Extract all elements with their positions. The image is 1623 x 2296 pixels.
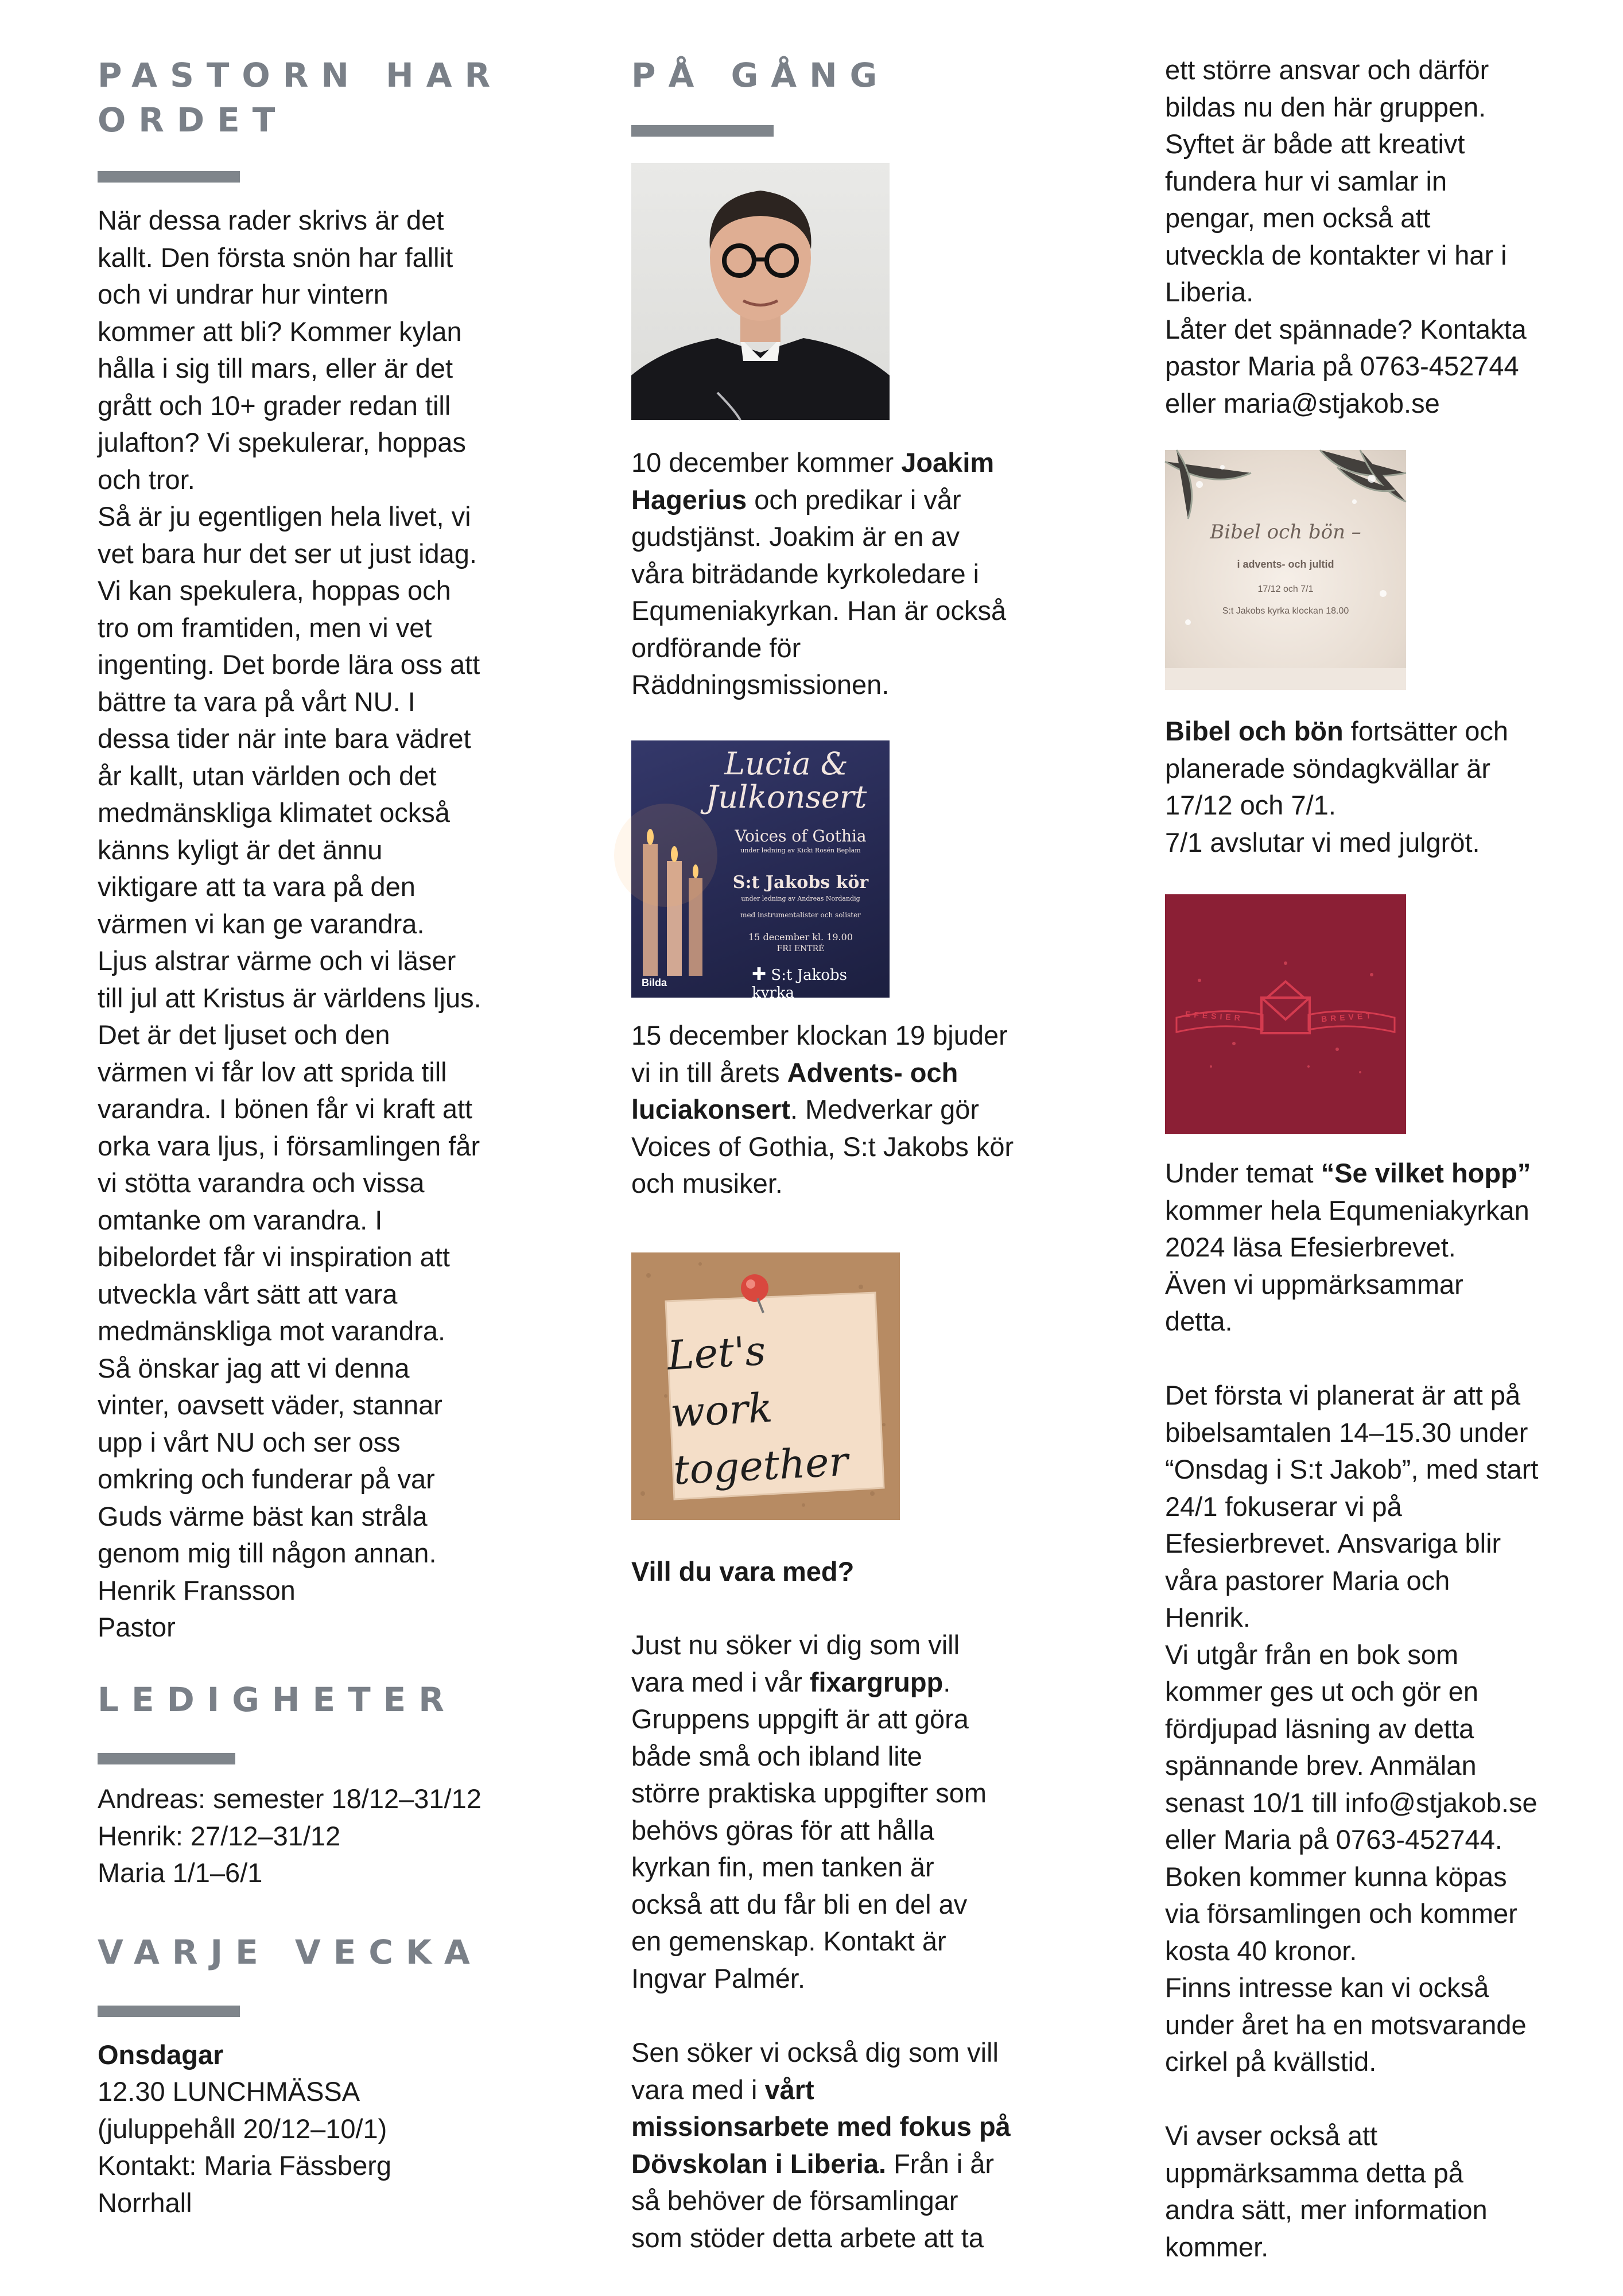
heading-underline xyxy=(98,2006,240,2017)
pastor-article-text: När dessa rader skrivs är det kallt. Den första snön har fallit och vi undrar hur vintern kommer att bli? Kommer kylan hålla i sig till mars, eller är det grått och 10+ grader redan till julafton? Vi spekulerar, hoppas och tror. Så är ju egentligen hela livet, vi vet bara hur det ser ut just idag. Vi kan spekulera, hoppas och tro om framtiden, men vi vet ingenting. Det borde lära oss att bättre ta vara på vårt NU. I dessa tider när inte bara vädret år kallt, utan världen och det medmänskliga klimatet också känns kyligt är det ännu viktigare att ta vara på den värmen vi kan ge varandra. Ljus alstrar värme och vi läser till jul att Kristus är världens ljus. Det är det ljuset och den värmen vi får lov att sprida till varandra. I bönen får vi kraft att orka vara ljus, i församlingen får vi stötta varandra och vissa omtanke om varandra. I bibelordet får vi inspiration att utveckla vårt sätt att vara medmänskliga mot varandra. Så önskar jag att vi denna vinter, oavsett väder, stannar upp i vårt NU och ser oss omkring och funderar på var Guds värme bäst kan stråla genom mig till någon annan. Henrik Fransson Pastor xyxy=(98,205,482,1642)
concert-text-post: . Medverkar gör Voices of Gothia, S:t Jakobs kör och musiker. xyxy=(631,1094,1014,1199)
portrait-photo xyxy=(631,163,890,420)
poster-church-logo xyxy=(752,964,890,1007)
mission-continued-text: ett större ansvar och därför bildas nu den här gruppen. Syftet är både att kreativt fundera hur vi samlar in pengar, men också att utveckla de kontakter vi har i Liberia. Låter det spännade? Kontakta pastor Maria på 0763-452744 eller maria@stjakob.se xyxy=(1165,55,1527,418)
bibel-och-bon-text: fortsätter och planerade söndagkvällar är 17/12 och 7/1. 7/1 avslutar vi med julgröt. xyxy=(1165,716,1509,858)
concert-paragraph xyxy=(631,1017,1079,1203)
poster-voices: Voices of Gothia xyxy=(735,827,867,846)
poster-church: S:t Jakobs kyrka xyxy=(752,967,848,1002)
weekly-text: 12.30 LUNCHMÄSSA (juluppehåll 20/12–10/1) Kontakt: Maria Fässberg Norrhall xyxy=(98,2076,391,2218)
poster-choir-sub: under ledning av Andreas Nordandig xyxy=(741,895,860,902)
joakim-name: Joakim Hagerius xyxy=(631,447,995,515)
note-line2: together xyxy=(672,1437,849,1494)
mission-name: vårt missionsarbete med fokus på Dövskolan i Liberia. xyxy=(631,2074,1011,2179)
bibel-och-bon-paragraph xyxy=(1165,713,1601,861)
concert-name: Advents- och luciakonsert xyxy=(631,1057,958,1124)
fixargrupp-name: fixargrupp xyxy=(809,1666,943,1697)
bibel-card-subtitle: i advents- och jultid xyxy=(1237,559,1334,570)
joakim-paragraph xyxy=(631,444,1079,704)
banner-left-text: EFESIER xyxy=(1185,1009,1244,1023)
bibel-card-place: S:t Jakobs kyrka klockan 18.00 xyxy=(1222,606,1349,616)
work-together-photo xyxy=(631,1252,900,1520)
poster-date: 15 december kl. 19.00 xyxy=(748,932,853,943)
fixargrupp-text-post: . Gruppens uppgift är att göra både små och ibland lite större praktiska uppgifter som behövs göras för att hålla kyrkan fin, men tanken är också att du får bli en del av en gemenskap. Kontakt är Ingvar Palmér. xyxy=(631,1666,987,1994)
mission-text-pre: Sen söker vi också dig som vill vara med i xyxy=(631,2037,999,2105)
poster-title-line2: Julkonsert xyxy=(705,779,867,815)
poster-choir: S:t Jakobs kör xyxy=(732,872,869,893)
joakim-text-pre: 10 december kommer xyxy=(631,447,902,478)
fixargrupp-text-pre: Just nu söker vi dig som vill vara med i vår xyxy=(631,1630,960,1697)
heading-pa-gang: PÅ GÅNG xyxy=(631,56,890,95)
banner-right-text: BREVET xyxy=(1321,1010,1375,1024)
heading-pastorn-har-ordet: PASTORN HAR ORDET xyxy=(98,56,503,139)
heading-underline xyxy=(98,171,240,183)
bibel-och-bon-card xyxy=(1165,450,1406,690)
fixargrupp-paragraph xyxy=(631,1627,1079,1997)
heading-underline xyxy=(631,125,774,137)
joakim-text-post: och predikar i vår gudstjänst. Joakim är en av våra biträdande kyrkoledare i Equmeniakyrkan. Han är också ordförande för Räddningsmissionen. xyxy=(631,484,1007,700)
vill-du-vara-med: Vill du vara med? xyxy=(631,1556,855,1587)
envelope-icon xyxy=(1261,982,1310,1033)
efesier-text-pre: Under temat xyxy=(1165,1158,1321,1188)
bilda-logo: Bilda xyxy=(642,977,667,988)
note-line1: Let's work xyxy=(666,1327,774,1437)
efesier-text-post: kommer hela Equmeniakyrkan 2024 läsa Efesierbrevet. Även vi uppmärksammar detta. Det första vi planerat är att på bibelsamtalen 14–15.30 under “Onsdag i S:t Jakob”, med start 24/1 fokuserar vi på Efesierbrevet. Ansvariga blir våra pastorer Maria och Henrik. Vi utgår från en bok som kommer ges ut och gör en fördjupad läsning av detta spännande brev. Anmälan senast 10/1 till info@stjakob.se eller Maria på 0763-452744. Boken kommer kunna köpas via församlingen och kommer kosta 40 kronor. Finns intresse kan vi också under året ha en motsvarande cirkel på kvällstid. Vi avser också att uppmärksamma detta på andra sätt, mer information kommer. xyxy=(1165,1194,1539,2262)
heading-ledigheter: LEDIGHETER xyxy=(98,1680,457,1719)
heading-underline xyxy=(98,1753,235,1764)
poster-church-sub: EQUMENIAKYRKAN xyxy=(775,1002,830,1007)
lucia-concert-poster xyxy=(631,740,890,1007)
efesierbrevet-card xyxy=(1165,894,1406,1134)
mission-paragraph xyxy=(631,2034,1079,2256)
mission-text-post: Från i år så behöver de församlingar som stöder detta arbete att ta xyxy=(631,2148,995,2253)
efesierbrevet-paragraph xyxy=(1165,1155,1601,2266)
bibel-card-dates: 17/12 och 7/1 xyxy=(1257,584,1314,594)
poster-musicians: med instrumentalister och solister xyxy=(740,911,861,919)
ledigheter-text: Andreas: semester 18/12–31/12 Henrik: 27/12–31/12 Maria 1/1–6/1 xyxy=(98,1783,482,1888)
poster-entry: FRI ENTRÉ xyxy=(776,944,825,953)
heading-varje-vecka: VARJE VECKA xyxy=(98,1933,483,1972)
poster-voices-sub: under ledning av Kicki Rosén Beplam xyxy=(740,847,861,854)
cross-icon: ✚ xyxy=(752,964,767,984)
weekly-day: Onsdagar xyxy=(98,2039,224,2070)
concert-text-pre: 15 december klockan 19 bjuder vi in till årets xyxy=(631,1020,1008,1088)
bibel-card-title: Bibel och bön – xyxy=(1210,521,1361,544)
efesier-theme: “Se vilket hopp” xyxy=(1321,1158,1531,1188)
bibel-och-bon-name: Bibel och bön xyxy=(1165,716,1344,746)
poster-title-line1: Lucia & xyxy=(724,746,848,782)
